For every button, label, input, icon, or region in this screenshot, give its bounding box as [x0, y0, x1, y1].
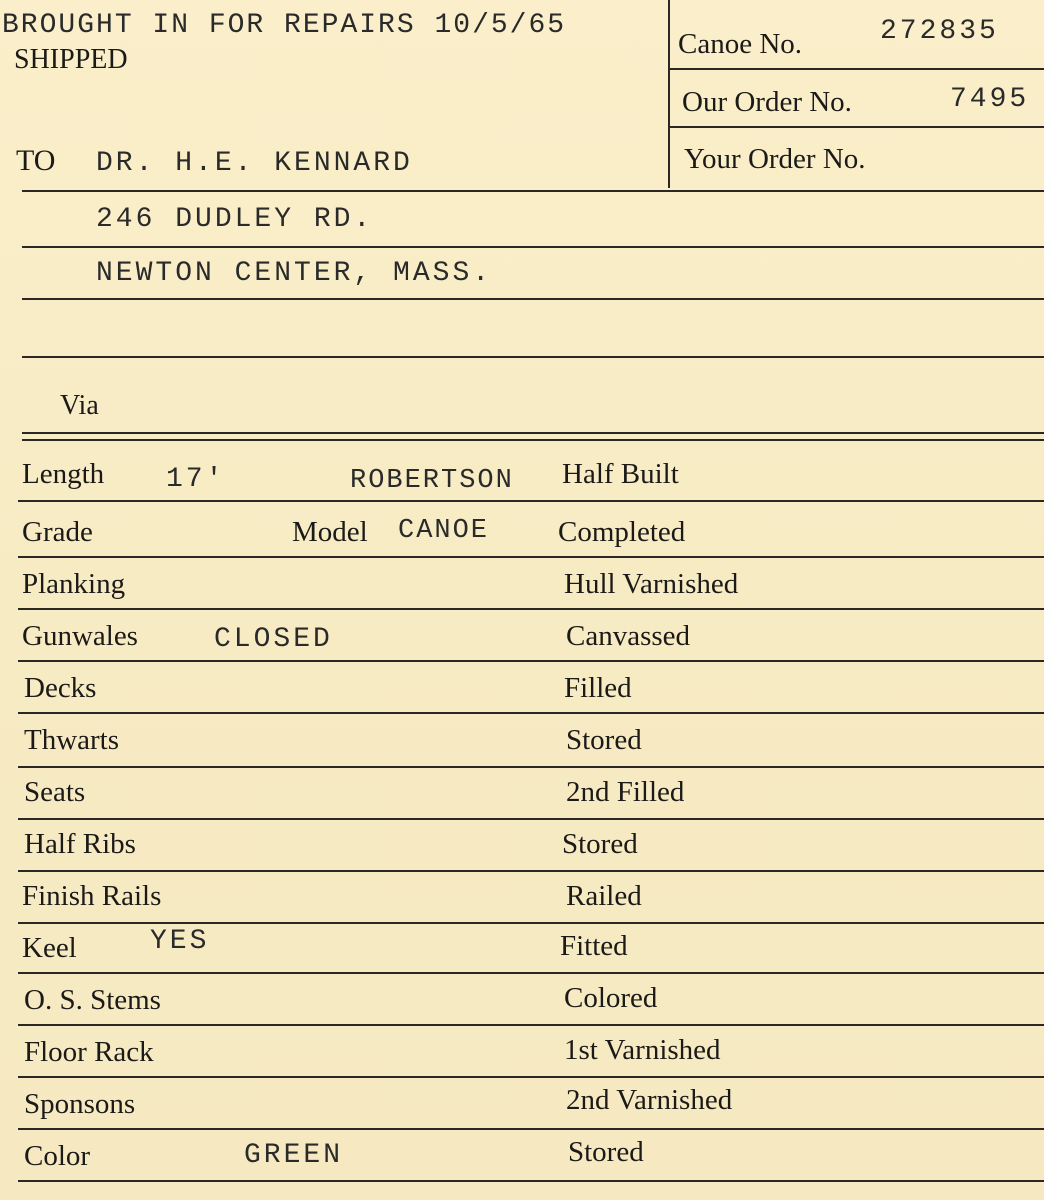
our-order-value: 7495: [950, 84, 1030, 115]
spec-status: Stored: [562, 828, 638, 860]
spec-status: Railed: [566, 880, 642, 912]
spec-label: Length: [22, 458, 105, 490]
spec-row-rule: [18, 500, 1044, 502]
shipped-label: SHIPPED: [14, 44, 128, 75]
spec-label: Color: [24, 1140, 91, 1172]
address-name: DR. H.E. KENNARD: [96, 148, 413, 179]
spec-row-rule: [18, 712, 1044, 714]
spec-row-rule: [18, 1180, 1044, 1182]
order-box-divider: [668, 0, 670, 188]
address-rule-4: [22, 356, 1044, 358]
spec-row-rule: [18, 818, 1044, 820]
spec-label: Grade: [22, 516, 93, 548]
spec-status: 1st Varnished: [564, 1034, 721, 1066]
spec-row-rule: [18, 972, 1044, 974]
spec-status: 2nd Filled: [566, 776, 685, 808]
spec-row-rule: [18, 660, 1044, 662]
spec-status: Filled: [564, 672, 632, 704]
spec-label: Floor Rack: [24, 1036, 154, 1068]
spec-row-rule: [18, 556, 1044, 558]
spec-row-rule: [18, 870, 1044, 872]
spec-row-rule: [18, 1024, 1044, 1026]
repair-status-typed: BROUGHT IN FOR REPAIRS 10/5/65: [2, 10, 567, 41]
spec-status: Completed: [558, 516, 686, 548]
spec-status: Fitted: [560, 930, 628, 962]
spec-value: YES: [150, 926, 210, 957]
address-city: NEWTON CENTER, MASS.: [96, 258, 493, 289]
spec-label: Seats: [24, 776, 86, 808]
spec-double-rule-top: [22, 432, 1044, 434]
canoe-no-label: Canoe No.: [678, 28, 803, 60]
spec-double-rule-bottom: [22, 439, 1044, 441]
spec-label: Planking: [22, 568, 126, 600]
via-label: Via: [60, 390, 99, 421]
your-order-label: Your Order No.: [684, 143, 866, 175]
spec-status: 2nd Varnished: [566, 1084, 733, 1116]
spec-value: GREEN: [244, 1140, 344, 1171]
spec-value: 17': [166, 464, 226, 495]
spec-status: Stored: [566, 724, 642, 756]
spec-label: Thwarts: [24, 724, 120, 756]
spec-label: Decks: [24, 672, 97, 704]
address-street: 246 DUDLEY RD.: [96, 204, 374, 235]
spec-label: O. S. Stems: [24, 984, 161, 1016]
spec-row-rule: [18, 1128, 1044, 1130]
our-order-label: Our Order No.: [682, 86, 852, 118]
canoe-no-value: 272835: [880, 16, 999, 47]
spec-row-rule: [18, 1076, 1044, 1078]
address-rule-1: [22, 190, 1044, 192]
spec-extra: ROBERTSON: [350, 466, 514, 496]
spec-label: Gunwales: [22, 620, 138, 652]
order-box-rule-1: [670, 68, 1044, 70]
spec-label: Sponsons: [24, 1088, 136, 1120]
spec-value: CLOSED: [214, 624, 333, 655]
spec-row-rule: [18, 922, 1044, 924]
spec-extra-label: Model: [292, 516, 368, 548]
spec-status: Colored: [564, 982, 658, 1014]
spec-status: Stored: [568, 1136, 644, 1168]
order-box-rule-2: [670, 126, 1044, 128]
spec-extra: CANOE: [398, 516, 490, 546]
to-label: TO: [16, 144, 56, 177]
spec-status: Canvassed: [566, 620, 691, 652]
spec-label: Finish Rails: [22, 880, 162, 912]
spec-label: Half Ribs: [24, 828, 136, 860]
spec-label: Keel: [22, 932, 77, 964]
spec-status: Half Built: [562, 458, 679, 490]
spec-row-rule: [18, 766, 1044, 768]
spec-row-rule: [18, 608, 1044, 610]
spec-status: Hull Varnished: [564, 568, 739, 600]
address-rule-3: [22, 298, 1044, 300]
address-rule-2: [22, 246, 1044, 248]
